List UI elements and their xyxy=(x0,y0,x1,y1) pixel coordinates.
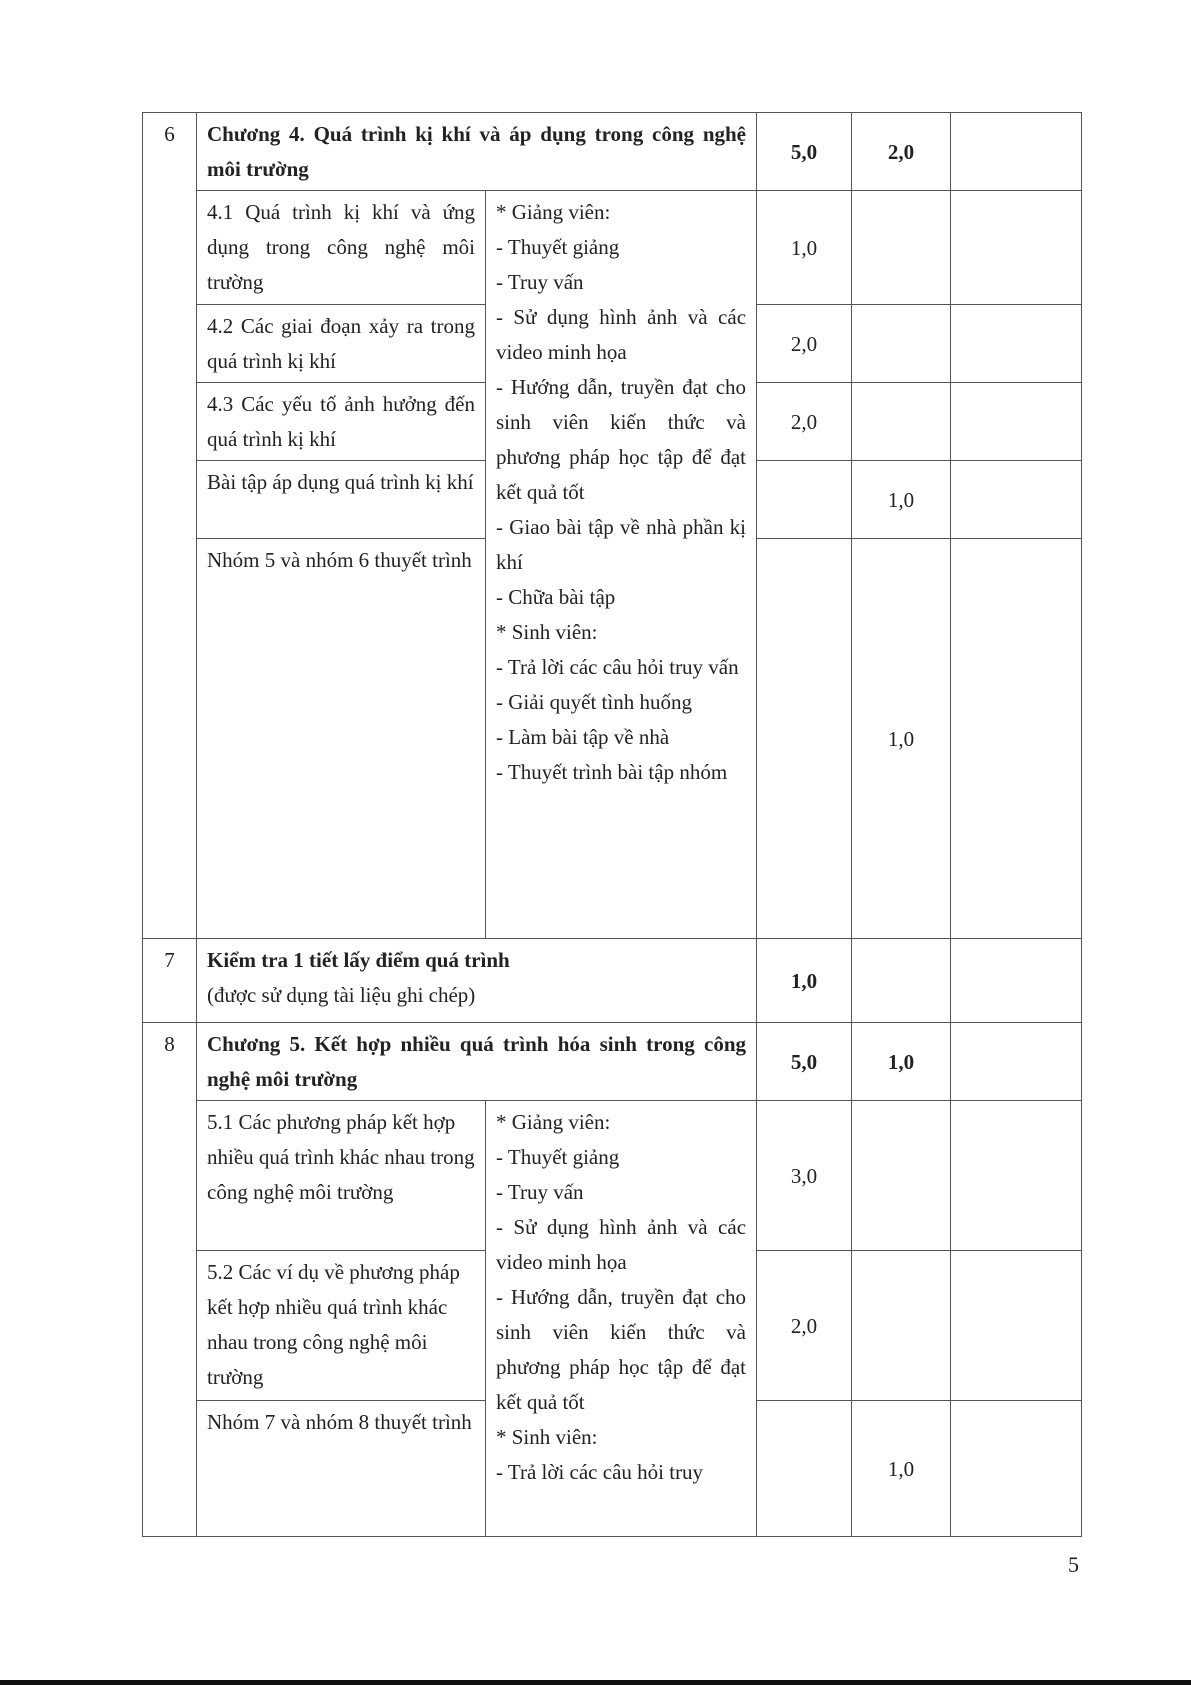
empty-cell xyxy=(951,461,1082,539)
exam-title: Kiểm tra 1 tiết lấy điểm quá trình xyxy=(207,948,510,972)
chapter-title: Chương 5. Kết hợp nhiều quá trình hóa sinh trong công nghệ môi trường xyxy=(197,1023,757,1101)
empty-cell xyxy=(951,1101,1082,1251)
row-6-header xyxy=(143,113,1082,191)
method-line: - Hướng dẫn, truyền đạt cho sinh viên kiến thức và phương pháp học tập để đạt kết quả tốt xyxy=(496,375,747,504)
method-line: * Sinh viên: xyxy=(496,620,598,644)
empty-cell xyxy=(951,383,1082,461)
lecture-hours: 5,0 xyxy=(757,113,852,191)
section-title: Bài tập áp dụng quá trình kị khí xyxy=(197,461,486,539)
row-8-sub-1 xyxy=(143,1101,1082,1251)
syllabus-table xyxy=(142,112,1082,1537)
row-number: 6 xyxy=(143,113,197,939)
exam-cell xyxy=(197,939,757,1023)
method-line: - Thuyết giảng xyxy=(496,235,620,259)
section-title: 5.1 Các phương pháp kết hợp nhiều quá trình khác nhau trong công nghệ môi trường xyxy=(197,1101,486,1251)
bottom-rule xyxy=(0,1680,1191,1685)
method-line: - Truy vấn xyxy=(496,1180,584,1204)
row-6-sub-1 xyxy=(143,191,1082,305)
lecture-hours: 1,0 xyxy=(757,191,852,305)
empty-cell xyxy=(951,939,1082,1023)
method-line: - Chữa bài tập xyxy=(496,585,616,609)
method-line: - Hướng dẫn, truyền đạt cho sinh viên kiến thức và phương pháp học tập để đạt kết quả tốt xyxy=(496,1285,747,1414)
lecture-hours: 2,0 xyxy=(757,305,852,383)
lecture-hours: 1,0 xyxy=(757,939,852,1023)
empty-cell xyxy=(852,939,951,1023)
method-line: * Giảng viên: xyxy=(496,200,611,224)
empty-cell xyxy=(852,383,951,461)
empty-cell xyxy=(757,1401,852,1537)
empty-cell xyxy=(951,305,1082,383)
method-line: - Truy vấn xyxy=(496,270,584,294)
method-line: - Trả lời các câu hỏi truy xyxy=(496,1460,704,1484)
lecture-hours: 2,0 xyxy=(757,1251,852,1401)
empty-cell xyxy=(951,539,1082,939)
exercise-hours: 1,0 xyxy=(852,539,951,939)
section-title: 4.1 Quá trình kị khí và ứng dụng trong công nghệ môi trường xyxy=(197,191,486,305)
exercise-hours: 1,0 xyxy=(852,1023,951,1101)
method-line: - Giao bài tập về nhà phần kị khí xyxy=(496,515,747,574)
row-number: 8 xyxy=(143,1023,197,1537)
exercise-hours: 1,0 xyxy=(852,1401,951,1537)
method-line: - Thuyết giảng xyxy=(496,1145,620,1169)
method-line: - Làm bài tập về nhà xyxy=(496,725,670,749)
exam-note: (được sử dụng tài liệu ghi chép) xyxy=(207,983,476,1007)
lecture-hours: 2,0 xyxy=(757,383,852,461)
section-title: Nhóm 7 và nhóm 8 thuyết trình xyxy=(197,1401,486,1537)
method-line: - Sử dụng hình ảnh và các video minh họa xyxy=(496,1215,747,1274)
lecture-hours: 5,0 xyxy=(757,1023,852,1101)
method-line: - Thuyết trình bài tập nhóm xyxy=(496,760,728,784)
teaching-methods xyxy=(486,191,757,939)
method-line: - Trả lời các câu hỏi truy vấn xyxy=(496,655,739,679)
row-number: 7 xyxy=(143,939,197,1023)
empty-cell xyxy=(951,191,1082,305)
empty-cell xyxy=(951,1401,1082,1537)
method-line: - Giải quyết tình huống xyxy=(496,690,692,714)
chapter-title: Chương 4. Quá trình kị khí và áp dụng trong công nghệ môi trường xyxy=(197,113,757,191)
empty-cell xyxy=(852,191,951,305)
row-7 xyxy=(143,939,1082,1023)
empty-cell xyxy=(951,113,1082,191)
teaching-methods xyxy=(486,1101,757,1537)
empty-cell xyxy=(951,1251,1082,1401)
section-title: 5.2 Các ví dụ về phương pháp kết hợp nhiều quá trình khác nhau trong công nghệ môi trường xyxy=(197,1251,486,1401)
section-title: 4.3 Các yếu tố ảnh hưởng đến quá trình kị khí xyxy=(197,383,486,461)
exercise-hours: 2,0 xyxy=(852,113,951,191)
empty-cell xyxy=(852,1251,951,1401)
method-line: * Giảng viên: xyxy=(496,1110,611,1134)
method-line: * Sinh viên: xyxy=(496,1425,598,1449)
empty-cell xyxy=(757,461,852,539)
empty-cell xyxy=(852,1101,951,1251)
exercise-hours: 1,0 xyxy=(852,461,951,539)
empty-cell xyxy=(852,305,951,383)
lecture-hours: 3,0 xyxy=(757,1101,852,1251)
page-number: 5 xyxy=(1068,1552,1079,1577)
section-title: 4.2 Các giai đoạn xảy ra trong quá trình kị khí xyxy=(197,305,486,383)
method-line: - Sử dụng hình ảnh và các video minh họa xyxy=(496,305,747,364)
empty-cell xyxy=(757,539,852,939)
section-title: Nhóm 5 và nhóm 6 thuyết trình xyxy=(197,539,486,939)
empty-cell xyxy=(951,1023,1082,1101)
row-8-header xyxy=(143,1023,1082,1101)
